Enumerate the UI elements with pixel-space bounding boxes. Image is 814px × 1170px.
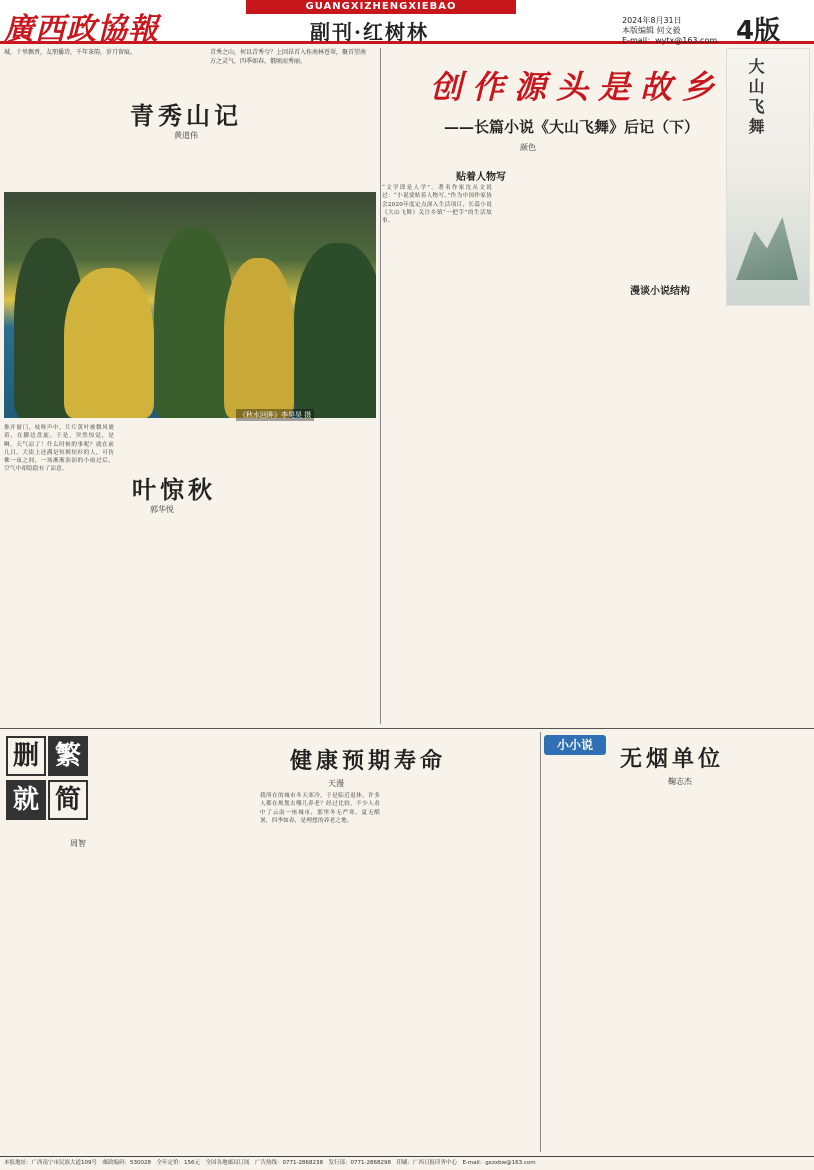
article2-author: 郭华悦: [150, 505, 174, 514]
newspaper-logo: 廣西政協報: [4, 12, 159, 47]
article4-body: 我所在的城市冬天寒冷，于是临近退休，许多人都在规划去哪儿养老？经过比较，不少人看中了云南一座城市，那里冬无严寒，夏无酷暑，四季如春，是理想的养老之地。: [260, 793, 380, 824]
article3-title: 创作源头是故乡: [430, 68, 725, 106]
article3-author: 颜色: [520, 143, 536, 152]
book-cover-title: 大山飞舞: [746, 58, 765, 138]
issue-contact: E-mail：wytx@163.com: [622, 36, 718, 45]
footer-info: 本报地址：广西南宁市民族大道109号 邮政编码：530028 全年定价：156元 全国各地邮局订阅 广告热线：0771-2868238 发行部：0771-2868298 印刷：广西日报印务中心 E-mail：gxzxbw@163.com: [0, 1156, 814, 1170]
stamp-shan: 删: [6, 736, 46, 776]
issue-editor: 本版编辑 何文毅: [622, 26, 681, 35]
article3-body: “文学即是人学”。著名作家沈从文说过：“小说要贴着人物写。”作为中国作家协会2020年度定点深入生活项目，长篇小说《大山飞舞》关注乡镇“一把手”的生活故事。: [382, 185, 492, 225]
section-divider: [0, 728, 814, 729]
stamp-jiu: 就: [6, 780, 46, 820]
issue-date: 2024年8月31日: [622, 16, 682, 25]
column-divider-1: [380, 48, 381, 724]
article1-photo: [4, 192, 376, 418]
short-story-label: 小小说: [544, 735, 606, 755]
article5-author: 鞠志杰: [668, 777, 692, 786]
article3-section2: 漫谈小说结构: [630, 286, 690, 297]
column-author: 周智: [70, 839, 86, 848]
article2-body: 推开窗门，吱呀声中，片片黄叶被微风裹着，在脚边盘旋。于是，突然惊觉，是啊，天气凉了！什么时候的事呢？就在前几日，大街上还满是短裤短衫的人，可仿佛一夜之间，一场淅淅沥沥的小雨过后，空气中却隐隐有了凉意。: [4, 425, 114, 473]
article5-title: 无烟单位: [620, 746, 725, 772]
article1-poem-left: 城，十里飘香，友朋播诗，千年茶韵，岁月留痕。: [4, 49, 137, 56]
article2-title: 叶惊秋: [132, 475, 216, 504]
article4-title: 健康预期寿命: [290, 748, 447, 774]
article1-author: 黄道伟: [174, 131, 198, 140]
article4-author: 天漫: [328, 779, 344, 788]
article1-poem-right: 青秀之山，何以青秀兮？上因昂首入桂南林苍翠，聚首望南方之灵气，四季如春，俄顷而秀丽。: [210, 49, 367, 65]
photo-caption: 《秋水回眸》李昊昊 摄: [236, 409, 314, 421]
section-name: 副刊·红树林: [310, 20, 429, 44]
article3-subtitle: ——长篇小说《大山飞舞》后记（下）: [444, 118, 700, 136]
column-divider-2: [540, 732, 541, 1152]
stamp-fan: 繁: [48, 736, 88, 776]
pinyin-title: GUANGXIZHENGXIEBAO: [246, 0, 516, 14]
article1-title: 青秀山记: [130, 101, 242, 130]
stamp-jian: 简: [48, 780, 88, 820]
masthead: [0, 0, 814, 47]
page-number: 4版: [736, 16, 781, 46]
issue-info: [622, 16, 717, 46]
article3-section1: 贴着人物写: [456, 172, 506, 183]
